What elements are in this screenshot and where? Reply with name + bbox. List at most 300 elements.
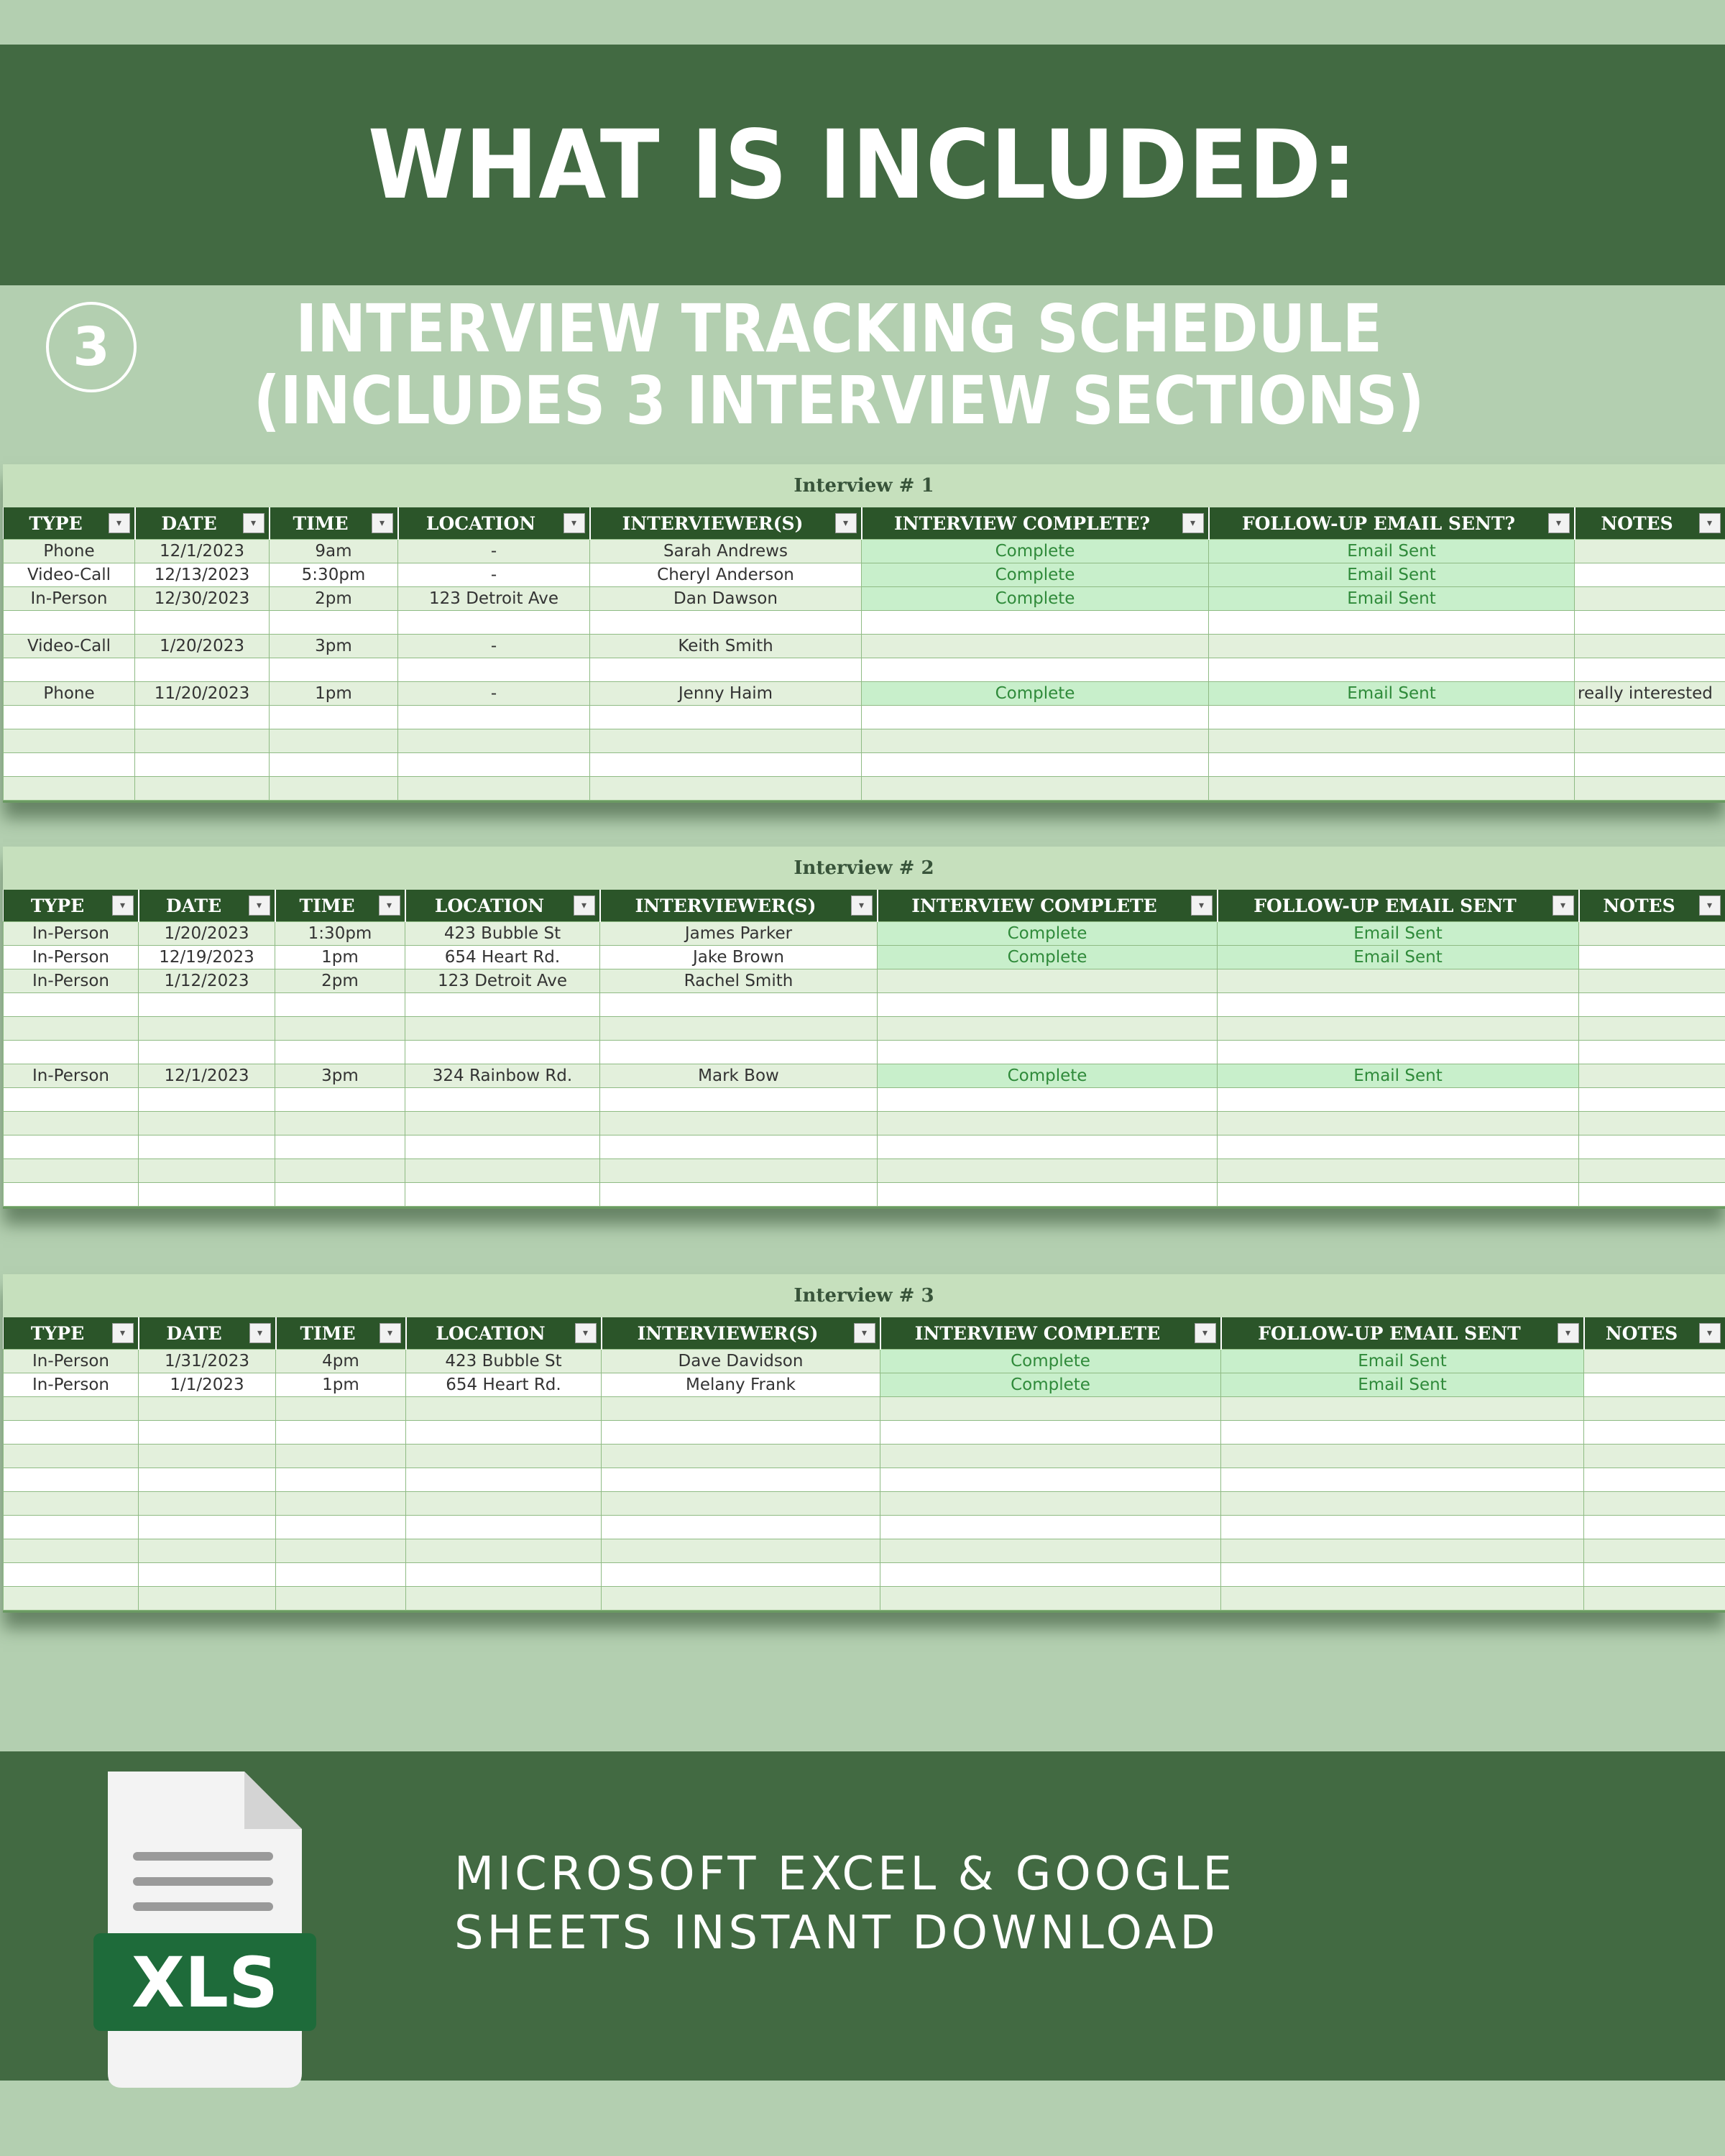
table-cell[interactable] <box>1209 611 1575 635</box>
table-cell[interactable] <box>406 1539 602 1563</box>
table-cell[interactable] <box>406 1468 602 1492</box>
table-cell[interactable] <box>276 1516 406 1539</box>
table-cell[interactable] <box>139 1421 276 1445</box>
table-cell[interactable] <box>1579 1135 1725 1159</box>
table-cell[interactable] <box>878 1041 1218 1064</box>
table-cell[interactable] <box>1584 1492 1725 1516</box>
table-cell[interactable] <box>139 1088 275 1112</box>
table-cell[interactable]: Dan Dawson <box>590 587 862 611</box>
table-cell[interactable] <box>139 1539 276 1563</box>
table-cell[interactable] <box>275 1041 405 1064</box>
table-cell[interactable] <box>600 1088 878 1112</box>
table-cell[interactable] <box>4 1421 139 1445</box>
filter-dropdown-icon[interactable]: ▾ <box>1191 895 1213 916</box>
table-cell[interactable] <box>276 1492 406 1516</box>
table-cell[interactable]: In-Person <box>4 946 139 969</box>
table-cell[interactable] <box>1221 1397 1584 1421</box>
table-cell[interactable] <box>1575 587 1725 611</box>
table-cell[interactable] <box>405 1017 600 1041</box>
table-cell[interactable]: Email Sent <box>1221 1350 1584 1373</box>
table-cell[interactable]: 654 Heart Rd. <box>406 1373 602 1397</box>
table-cell[interactable] <box>270 706 398 729</box>
table-cell[interactable] <box>139 993 275 1017</box>
table-cell[interactable] <box>1579 1088 1725 1112</box>
table-cell[interactable]: 123 Detroit Ave <box>398 587 590 611</box>
table-cell[interactable] <box>1221 1587 1584 1611</box>
table-cell[interactable] <box>4 753 135 777</box>
table-cell[interactable] <box>1579 1064 1725 1088</box>
table-cell[interactable] <box>275 1112 405 1135</box>
table-cell[interactable] <box>1209 635 1575 658</box>
table-cell[interactable] <box>1584 1563 1725 1587</box>
table-cell[interactable] <box>135 611 270 635</box>
table-cell[interactable] <box>880 1421 1221 1445</box>
table-cell[interactable] <box>1221 1468 1584 1492</box>
table-cell[interactable] <box>862 706 1209 729</box>
table-cell[interactable] <box>1575 777 1725 801</box>
table-cell[interactable]: 423 Bubble St <box>405 922 600 946</box>
table-cell[interactable] <box>405 993 600 1017</box>
table-cell[interactable] <box>1575 658 1725 682</box>
table-cell[interactable] <box>270 753 398 777</box>
filter-dropdown-icon[interactable]: ▾ <box>1182 513 1204 533</box>
table-cell[interactable]: Jake Brown <box>600 946 878 969</box>
table-cell[interactable]: Phone <box>4 540 135 563</box>
table-cell[interactable]: Email Sent <box>1221 1373 1584 1397</box>
filter-dropdown-icon[interactable]: ▾ <box>249 1323 271 1343</box>
table-cell[interactable]: In-Person <box>4 922 139 946</box>
table-cell[interactable] <box>270 729 398 753</box>
number-badge: 3 <box>46 302 137 392</box>
table-cell[interactable] <box>600 1041 878 1064</box>
table-cell[interactable]: 3pm <box>275 1064 405 1088</box>
table-cell[interactable] <box>4 706 135 729</box>
table-cell[interactable] <box>600 1112 878 1135</box>
table-cell[interactable] <box>4 1539 139 1563</box>
table-cell[interactable] <box>406 1492 602 1516</box>
table-cell[interactable]: Email Sent <box>1218 946 1579 969</box>
table-cell[interactable]: In-Person <box>4 1350 139 1373</box>
table-cell[interactable] <box>1575 563 1725 587</box>
table-cell[interactable] <box>1579 1017 1725 1041</box>
table-cell[interactable] <box>878 969 1218 993</box>
table-cell[interactable] <box>139 1516 276 1539</box>
table-cell[interactable] <box>1209 777 1575 801</box>
table-cell[interactable]: Email Sent <box>1209 540 1575 563</box>
table-cell[interactable] <box>602 1397 880 1421</box>
table-cell[interactable] <box>4 1468 139 1492</box>
filter-dropdown-icon[interactable]: ▾ <box>575 1323 597 1343</box>
table-cell[interactable] <box>4 1445 139 1468</box>
table-cell[interactable] <box>135 753 270 777</box>
table-cell[interactable] <box>878 1159 1218 1183</box>
table-cell[interactable] <box>1584 1445 1725 1468</box>
table-cell[interactable] <box>276 1539 406 1563</box>
table-cell[interactable] <box>590 658 862 682</box>
table-cell[interactable]: Email Sent <box>1209 563 1575 587</box>
table-cell[interactable] <box>1218 1088 1579 1112</box>
filter-dropdown-icon[interactable]: ▾ <box>1552 895 1574 916</box>
table-cell[interactable] <box>139 1183 275 1207</box>
table-cell[interactable] <box>602 1539 880 1563</box>
table-cell[interactable]: 11/20/2023 <box>135 682 270 706</box>
filter-dropdown-icon[interactable]: ▾ <box>109 513 130 533</box>
table-cell[interactable]: Complete <box>878 946 1218 969</box>
table-cell[interactable] <box>4 1516 139 1539</box>
table-cell[interactable] <box>398 706 590 729</box>
table-cell[interactable] <box>1209 729 1575 753</box>
table-cell[interactable] <box>600 1159 878 1183</box>
table-cell[interactable] <box>139 1445 276 1468</box>
table-cell[interactable] <box>4 1088 139 1112</box>
table-cell[interactable] <box>406 1563 602 1587</box>
table-cell[interactable] <box>398 611 590 635</box>
table-cell[interactable]: Complete <box>878 1064 1218 1088</box>
filter-dropdown-icon[interactable]: ▾ <box>1699 895 1721 916</box>
table-cell[interactable] <box>406 1397 602 1421</box>
table-cell[interactable] <box>405 1088 600 1112</box>
table-cell[interactable] <box>406 1445 602 1468</box>
table-cell[interactable]: Complete <box>878 922 1218 946</box>
table-cell[interactable] <box>1221 1421 1584 1445</box>
table-cell[interactable]: 4pm <box>276 1350 406 1373</box>
top-banner <box>0 45 1725 285</box>
table-cell[interactable] <box>405 1183 600 1207</box>
table-cell[interactable] <box>1221 1492 1584 1516</box>
table-cell[interactable] <box>4 1397 139 1421</box>
table-cell[interactable] <box>270 777 398 801</box>
table-cell[interactable] <box>602 1468 880 1492</box>
table-cell[interactable] <box>1221 1516 1584 1539</box>
table-cell[interactable]: 2pm <box>270 587 398 611</box>
table-cell[interactable]: Sarah Andrews <box>590 540 862 563</box>
table-cell[interactable] <box>4 1041 139 1064</box>
table-cell[interactable]: 9am <box>270 540 398 563</box>
table-cell[interactable] <box>878 1112 1218 1135</box>
filter-dropdown-icon[interactable]: ▾ <box>835 513 857 533</box>
filter-dropdown-icon[interactable]: ▾ <box>372 513 393 533</box>
table-cell[interactable] <box>1584 1468 1725 1492</box>
table-cell[interactable] <box>1221 1539 1584 1563</box>
table-cell[interactable] <box>1575 729 1725 753</box>
table-cell[interactable] <box>1575 611 1725 635</box>
table-cell[interactable] <box>1218 1159 1579 1183</box>
table-cell[interactable]: 1/1/2023 <box>139 1373 276 1397</box>
table-cell[interactable]: Complete <box>862 563 1209 587</box>
table-cell[interactable] <box>275 1017 405 1041</box>
table-cell[interactable]: In-Person <box>4 1064 139 1088</box>
table-cell[interactable] <box>139 1135 275 1159</box>
table-cell[interactable] <box>405 1135 600 1159</box>
table-cell[interactable]: 1/20/2023 <box>139 922 275 946</box>
table-cell[interactable]: Email Sent <box>1218 1064 1579 1088</box>
table-cell[interactable] <box>880 1492 1221 1516</box>
table-cell[interactable] <box>275 1135 405 1159</box>
table-cell[interactable] <box>880 1539 1221 1563</box>
filter-dropdown-icon[interactable]: ▾ <box>249 895 270 916</box>
table-cell[interactable] <box>1221 1563 1584 1587</box>
table-cell[interactable] <box>1579 922 1725 946</box>
table-cell[interactable] <box>4 1017 139 1041</box>
table-cell[interactable] <box>398 729 590 753</box>
table-cell[interactable] <box>135 729 270 753</box>
table-cell[interactable] <box>1575 540 1725 563</box>
table-cell[interactable] <box>405 1112 600 1135</box>
table-cell[interactable] <box>878 1088 1218 1112</box>
table-cell[interactable] <box>139 1112 275 1135</box>
table-cell[interactable] <box>1209 658 1575 682</box>
filter-dropdown-icon[interactable]: ▾ <box>854 1323 875 1343</box>
table-cell[interactable]: 12/19/2023 <box>139 946 275 969</box>
filter-dropdown-icon[interactable]: ▾ <box>243 513 264 533</box>
column-header <box>4 507 135 540</box>
table-cell[interactable] <box>135 706 270 729</box>
filter-dropdown-icon[interactable]: ▾ <box>112 1323 134 1343</box>
filter-dropdown-icon[interactable]: ▾ <box>1195 1323 1216 1343</box>
table-cell[interactable]: Complete <box>880 1373 1221 1397</box>
table-cell[interactable]: Video-Call <box>4 635 135 658</box>
table-cell[interactable]: 423 Bubble St <box>406 1350 602 1373</box>
table-cell[interactable] <box>398 753 590 777</box>
table-cell[interactable] <box>139 1492 276 1516</box>
filter-dropdown-icon[interactable]: ▾ <box>112 895 134 916</box>
table-cell[interactable] <box>1579 946 1725 969</box>
table-cell[interactable] <box>4 611 135 635</box>
table-cell[interactable] <box>600 1135 878 1159</box>
table-cell[interactable] <box>1218 1112 1579 1135</box>
table-cell[interactable] <box>602 1563 880 1587</box>
table-cell[interactable] <box>1584 1421 1725 1445</box>
table-cell[interactable] <box>139 1587 276 1611</box>
table-cell[interactable]: really interested <box>1575 682 1725 706</box>
column-header <box>1584 1317 1725 1350</box>
table-cell[interactable]: 12/13/2023 <box>135 563 270 587</box>
table-cell[interactable]: Complete <box>862 682 1209 706</box>
table-cell[interactable] <box>1209 706 1575 729</box>
table-cell[interactable] <box>398 777 590 801</box>
table-cell[interactable]: 1pm <box>275 946 405 969</box>
table-cell[interactable] <box>276 1468 406 1492</box>
table-cell[interactable]: Email Sent <box>1209 682 1575 706</box>
table-cell[interactable] <box>139 1159 275 1183</box>
table-cell[interactable] <box>1575 753 1725 777</box>
table-cell[interactable] <box>276 1587 406 1611</box>
table-cell[interactable] <box>602 1516 880 1539</box>
table-cell[interactable] <box>880 1397 1221 1421</box>
table-cell[interactable] <box>1579 969 1725 993</box>
table-cell[interactable] <box>275 1183 405 1207</box>
table-cell[interactable] <box>880 1587 1221 1611</box>
table-cell[interactable]: Email Sent <box>1209 587 1575 611</box>
table-cell[interactable]: Rachel Smith <box>600 969 878 993</box>
table-cell[interactable] <box>4 1183 139 1207</box>
table-cell[interactable] <box>406 1587 602 1611</box>
table-cell[interactable] <box>276 1563 406 1587</box>
table-cell[interactable]: 5:30pm <box>270 563 398 587</box>
table-cell[interactable]: - <box>398 635 590 658</box>
table-cell[interactable] <box>1584 1587 1725 1611</box>
table-cell[interactable]: - <box>398 563 590 587</box>
table-cell[interactable]: 1/31/2023 <box>139 1350 276 1373</box>
table-cell[interactable] <box>270 658 398 682</box>
table-cell[interactable] <box>878 993 1218 1017</box>
table-cell[interactable]: 1:30pm <box>275 922 405 946</box>
table-cell[interactable] <box>1584 1373 1725 1397</box>
table-cell[interactable] <box>405 1159 600 1183</box>
table-cell[interactable]: 1/20/2023 <box>135 635 270 658</box>
table-cell[interactable]: Keith Smith <box>590 635 862 658</box>
table-cell[interactable]: 12/1/2023 <box>139 1064 275 1088</box>
table-cell[interactable] <box>862 753 1209 777</box>
table-cell[interactable] <box>139 1563 276 1587</box>
table-cell[interactable] <box>135 658 270 682</box>
table-cell[interactable] <box>600 993 878 1017</box>
table-cell[interactable] <box>590 777 862 801</box>
table-cell[interactable] <box>4 993 139 1017</box>
table-cell[interactable]: Dave Davidson <box>602 1350 880 1373</box>
table-cell[interactable] <box>862 611 1209 635</box>
table-cell[interactable]: Email Sent <box>1218 922 1579 946</box>
filter-dropdown-icon[interactable]: ▾ <box>564 513 585 533</box>
table-cell[interactable] <box>880 1468 1221 1492</box>
table-cell[interactable] <box>406 1421 602 1445</box>
table-cell[interactable] <box>139 1041 275 1064</box>
table-cell[interactable]: 12/1/2023 <box>135 540 270 563</box>
table-cell[interactable]: 123 Detroit Ave <box>405 969 600 993</box>
table-cell[interactable] <box>1584 1516 1725 1539</box>
table-cell[interactable] <box>878 1183 1218 1207</box>
table-cell[interactable] <box>406 1516 602 1539</box>
table-cell[interactable] <box>862 635 1209 658</box>
table-cell[interactable]: 654 Heart Rd. <box>405 946 600 969</box>
table-cell[interactable]: Melany Frank <box>602 1373 880 1397</box>
table-cell[interactable] <box>276 1445 406 1468</box>
table-cell[interactable] <box>1221 1445 1584 1468</box>
table-cell[interactable]: - <box>398 540 590 563</box>
filter-dropdown-icon[interactable]: ▾ <box>380 1323 401 1343</box>
filter-dropdown-icon[interactable]: ▾ <box>1548 513 1570 533</box>
table-cell[interactable]: In-Person <box>4 587 135 611</box>
table-cell[interactable] <box>139 1397 276 1421</box>
table-cell[interactable]: 1pm <box>270 682 398 706</box>
table-cell[interactable] <box>4 1563 139 1587</box>
table-cell[interactable]: Video-Call <box>4 563 135 587</box>
table-cell[interactable] <box>1218 1041 1579 1064</box>
filter-dropdown-icon[interactable]: ▾ <box>851 895 873 916</box>
table-cell[interactable] <box>4 1492 139 1516</box>
table-cell[interactable] <box>276 1421 406 1445</box>
table-cell[interactable] <box>1584 1539 1725 1563</box>
table-cell[interactable] <box>1579 993 1725 1017</box>
table-cell[interactable]: Jenny Haim <box>590 682 862 706</box>
table-cell[interactable] <box>4 1587 139 1611</box>
table-cell[interactable] <box>862 777 1209 801</box>
table-cell[interactable] <box>590 611 862 635</box>
table-cell[interactable] <box>602 1421 880 1445</box>
table-cell[interactable]: 1pm <box>276 1373 406 1397</box>
table-cell[interactable] <box>880 1516 1221 1539</box>
table-cell[interactable] <box>878 1017 1218 1041</box>
table-cell[interactable] <box>275 1159 405 1183</box>
table-cell[interactable] <box>590 706 862 729</box>
table-cell[interactable] <box>4 658 135 682</box>
table-cell[interactable] <box>1584 1397 1725 1421</box>
table-cell[interactable] <box>4 777 135 801</box>
table-cell[interactable] <box>1579 1041 1725 1064</box>
table-cell[interactable]: James Parker <box>600 922 878 946</box>
filter-dropdown-icon[interactable]: ▾ <box>1699 1323 1721 1343</box>
table-cell[interactable]: Phone <box>4 682 135 706</box>
table-cell[interactable]: 324 Rainbow Rd. <box>405 1064 600 1088</box>
table-cell[interactable] <box>590 729 862 753</box>
table-cell[interactable]: Complete <box>862 540 1209 563</box>
table-cell[interactable] <box>4 1112 139 1135</box>
table-cell[interactable] <box>405 1041 600 1064</box>
table-cell[interactable]: 1/12/2023 <box>139 969 275 993</box>
table-cell[interactable] <box>1579 1159 1725 1183</box>
table-cell[interactable] <box>1218 1135 1579 1159</box>
table-cell[interactable]: In-Person <box>4 1373 139 1397</box>
table-cell[interactable] <box>600 1183 878 1207</box>
table-cell[interactable]: - <box>398 682 590 706</box>
filter-dropdown-icon[interactable]: ▾ <box>379 895 400 916</box>
table-cell[interactable]: 2pm <box>275 969 405 993</box>
filter-dropdown-icon[interactable]: ▾ <box>1558 1323 1579 1343</box>
table-cell[interactable] <box>880 1563 1221 1587</box>
table-cell[interactable] <box>878 1135 1218 1159</box>
table-cell[interactable] <box>270 611 398 635</box>
table-cell[interactable] <box>4 729 135 753</box>
table-cell[interactable] <box>862 729 1209 753</box>
table-cell[interactable] <box>135 777 270 801</box>
filter-dropdown-icon[interactable]: ▾ <box>574 895 595 916</box>
table-cell[interactable]: Complete <box>862 587 1209 611</box>
table-cell[interactable] <box>590 753 862 777</box>
table-cell[interactable] <box>1218 1017 1579 1041</box>
table-cell[interactable] <box>1584 1350 1725 1373</box>
table-cell[interactable]: Cheryl Anderson <box>590 563 862 587</box>
table-cell[interactable] <box>275 993 405 1017</box>
table-cell[interactable] <box>4 1159 139 1183</box>
table-cell[interactable] <box>4 1135 139 1159</box>
table-cell[interactable] <box>398 658 590 682</box>
table-cell[interactable]: In-Person <box>4 969 139 993</box>
table-cell[interactable] <box>1218 993 1579 1017</box>
table-cell[interactable] <box>275 1088 405 1112</box>
table-cell[interactable] <box>276 1397 406 1421</box>
filter-dropdown-icon[interactable]: ▾ <box>1699 513 1721 533</box>
table-cell[interactable] <box>880 1445 1221 1468</box>
table-cell[interactable] <box>139 1017 275 1041</box>
table-cell[interactable] <box>1579 1112 1725 1135</box>
table-cell[interactable] <box>1218 969 1579 993</box>
table-cell[interactable] <box>1579 1183 1725 1207</box>
table-cell[interactable]: 3pm <box>270 635 398 658</box>
table-cell[interactable]: Complete <box>880 1350 1221 1373</box>
table-cell[interactable] <box>602 1445 880 1468</box>
table-cell[interactable]: 12/30/2023 <box>135 587 270 611</box>
table-cell[interactable] <box>1218 1183 1579 1207</box>
table-cell[interactable] <box>1209 753 1575 777</box>
table-cell[interactable] <box>139 1468 276 1492</box>
table-cell[interactable]: Mark Bow <box>600 1064 878 1088</box>
table-cell[interactable] <box>1575 706 1725 729</box>
table-cell[interactable] <box>602 1492 880 1516</box>
table-cell[interactable] <box>600 1017 878 1041</box>
table-cell[interactable] <box>1575 635 1725 658</box>
table-cell[interactable] <box>602 1587 880 1611</box>
table-cell[interactable] <box>862 658 1209 682</box>
